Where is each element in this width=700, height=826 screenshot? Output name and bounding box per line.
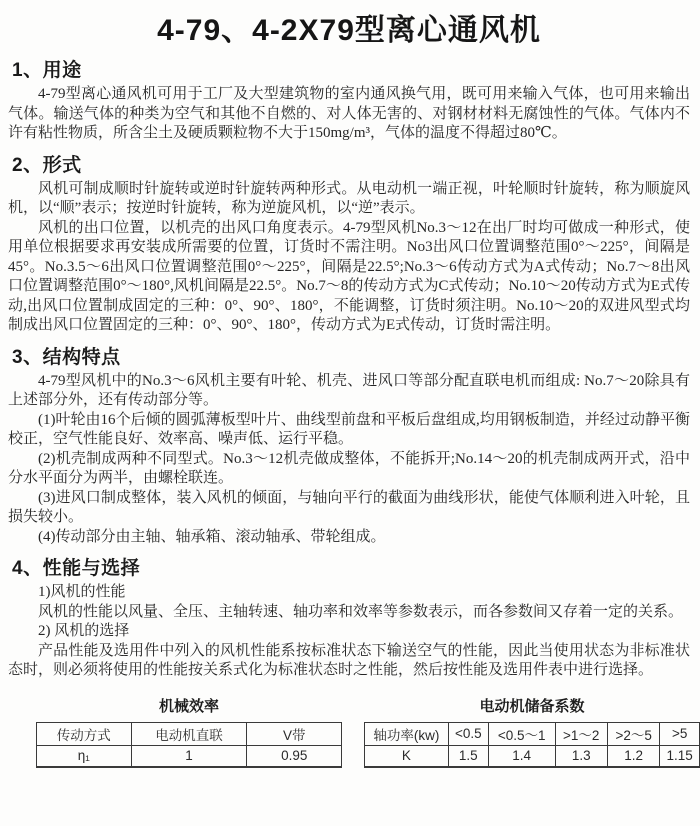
table-header-row: [37, 722, 342, 745]
section-heading-usage: 1、用途: [12, 60, 82, 81]
form-paragraph-1: 风机可制成顺时针旋转或逆时针旋转两种形式。从电动机一端正视，叶轮顺时针旋转，称为顺旋风机，以“顺”表示；按逆时针旋转，称为逆旋风机，以“逆”表示。: [8, 180, 690, 216]
mechanical-efficiency-table-block: [36, 695, 342, 769]
table-header-row: [365, 722, 700, 745]
motor-reserve-table-block: [364, 695, 700, 769]
performance-subtitle-2: 2) 风机的选择: [38, 623, 130, 639]
table-header-cell: >5: [660, 722, 700, 745]
table-cell: 1.5: [448, 745, 488, 767]
table-row: [37, 745, 342, 767]
table-cell: K: [365, 745, 449, 767]
page-title: 4-79、4-2X79型离心通风机: [157, 14, 541, 47]
structure-item-1: (1)叶轮由16个后倾的圆弧薄板型叶片、曲线型前盘和平板后盘组成,均用钢板制造，并经过动静平衡校正，空气性能良好、效率高、噪声低、运行平稳。: [8, 411, 690, 447]
structure-item-4: (4)传动部分由主轴、轴承箱、滚动轴承、带轮组成。: [38, 528, 386, 545]
motor-reserve-table: [364, 722, 700, 769]
table-cell: 1.4: [488, 745, 555, 767]
performance-paragraph-1: 风机的性能以风量、全压、主轴转速、轴功率和效率等参数表示，而各参数间又存着一定的关系。: [38, 603, 684, 620]
table-header-cell: >2～5: [607, 722, 659, 745]
table-cell: 0.95: [247, 745, 342, 767]
section-heading-structure: 3、结构特点: [12, 346, 121, 368]
usage-paragraph: 4-79型离心通风机可用于工厂及大型建筑物的室内通风换气用，既可用来输入气体，也可用来输出气体。输送气体的种类为空气和其他不自燃的、对人体无害的、对钢材材料无腐蚀性的气体。气体内不许有粘性物质，所含尘土及硬质颗粒物不大于150mg/m³，气体的温度不得超过80℃。: [8, 86, 690, 141]
performance-paragraph-2: 产品性能及选用件中列入的风机性能系按标准状态下输送空气的性能，因此当使用状态为非标准状态时，则必须将使用的性能按关系式化为标准状态时之性能，然后按性能及选用件表中进行选择。: [8, 642, 690, 678]
table-cell: 1.3: [555, 745, 607, 767]
section-heading-form: 2、形式: [12, 154, 82, 176]
table-header-cell: >1～2: [555, 722, 607, 745]
table-header-cell: 电动机直联: [131, 722, 247, 745]
mechanical-efficiency-table-title: 机械效率: [158, 697, 219, 715]
table-cell: η₁: [37, 745, 132, 767]
motor-reserve-table-title: 电动机储备系数: [479, 697, 585, 715]
table-header-cell: 传动方式: [37, 722, 132, 745]
form-paragraph-2: 风机的出口位置，以机壳的出风口角度表示。4-79型风机No.3～12在出厂时均可做成一种形式，使用单位根据要求再安装成所需要的位置，订货时不需注明。No3出风口位置调整范围0°～225°，间隔是45°。No.3.5～6出风口位置调整范围0°～225°，间隔是22.5°;No.3～6传动方式为A式传动；No.7～8出风口位置调整范围0°～180°,风机间隔是22.5°。No.7～8的传动方式为C式传动；No.10～20传动方式为E式传动,出风口位置制成固定的三种：0°、90°、180°，不能调整，订货时须注明。No.10～20的双进风型式均制成出风口位置固定的三种：0°、90°、180°，传动方式为E式传动，订货时需注明。: [8, 219, 690, 333]
table-header-cell: V带: [247, 722, 342, 745]
section-heading-performance: 4、性能与选择: [12, 558, 141, 579]
mechanical-efficiency-table: [36, 722, 342, 769]
tables-row: [8, 695, 693, 769]
structure-paragraph-intro: 4-79型风机中的No.3～6风机主要有叶轮、机壳、进风口等部分配直联电机而组成: No.7～20除具有上述部分外，还有传动部分等。: [8, 372, 690, 408]
table-header-cell: <0.5～1: [488, 722, 555, 745]
performance-subtitle-1: 1)风机的性能: [38, 584, 126, 600]
table-cell: 1.2: [607, 745, 659, 767]
table-cell: 1: [131, 745, 247, 767]
table-row: [365, 745, 700, 767]
structure-item-2: (2)机壳制成两种不同型式。No.3～12机壳做成整体，不能拆开;No.14～20的机壳制成两开式，沿中分水平面分为两半，由螺栓联连。: [8, 450, 690, 486]
structure-item-3: (3)进风口制成整体，装入风机的倾面，与轴向平行的截面为曲线形状，能使气体顺利进入叶轮，且损失较小。: [8, 489, 690, 525]
table-cell: 1.15: [660, 745, 700, 767]
table-header-cell: 轴功率(kw): [365, 722, 449, 745]
table-header-cell: <0.5: [448, 722, 488, 745]
